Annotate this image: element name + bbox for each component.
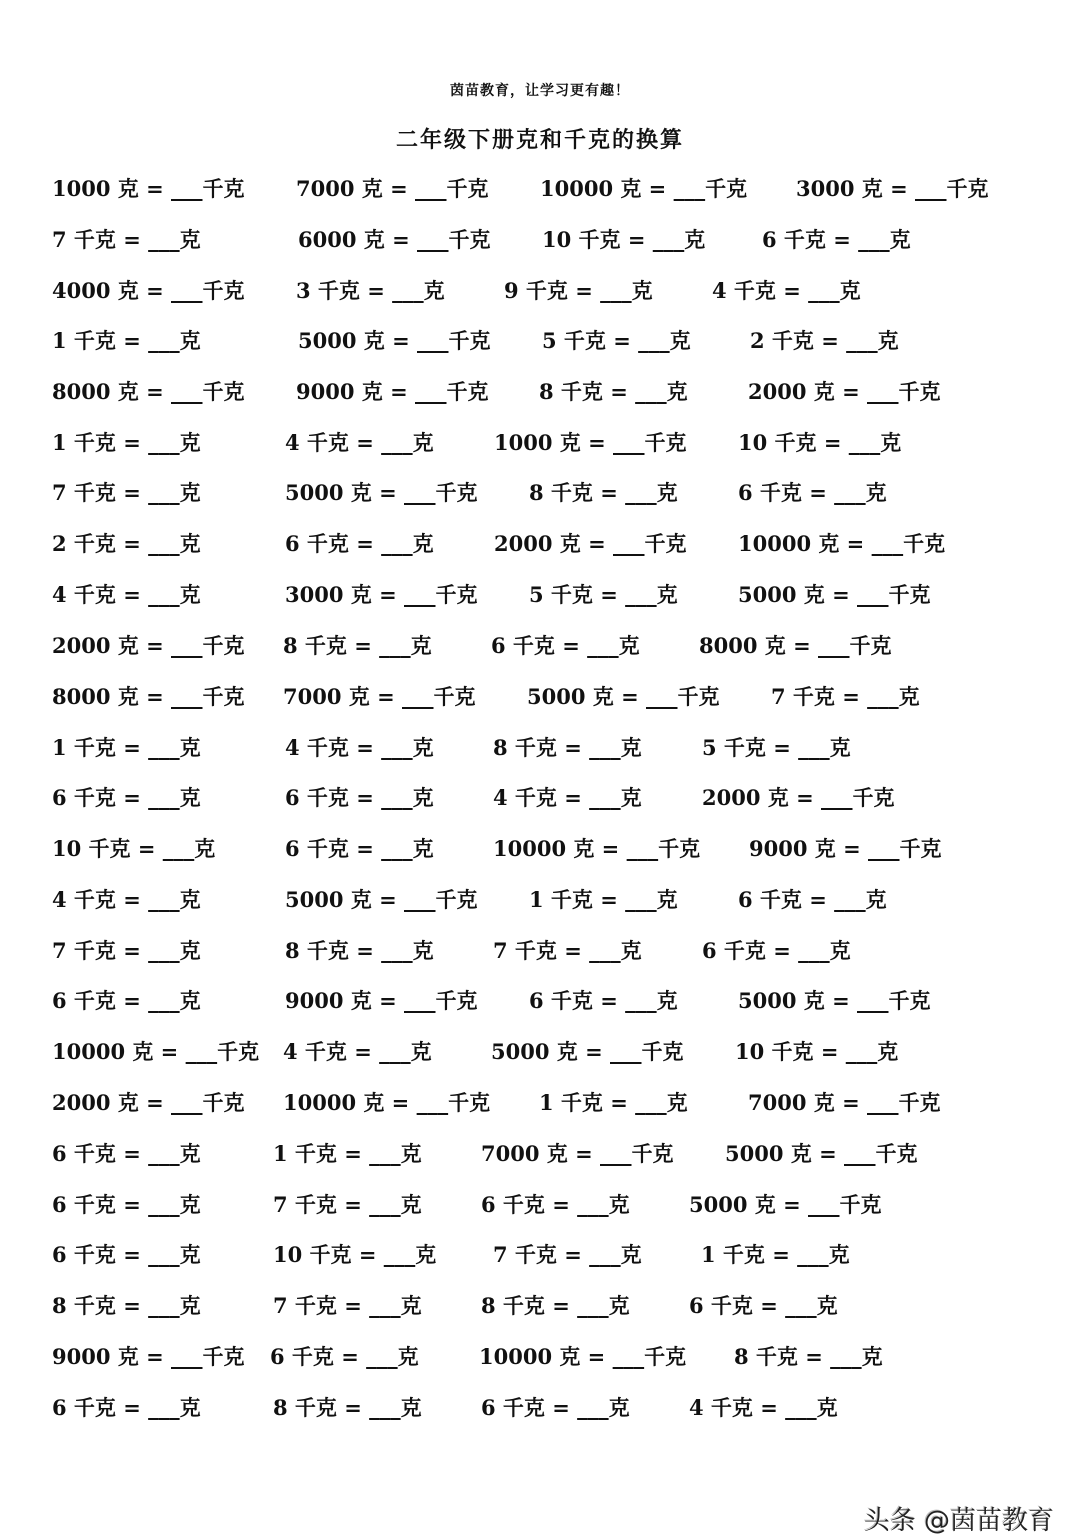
conversion-problem: 8 千克 = ___克 xyxy=(734,1344,883,1369)
conversion-problem: 5000 克 = ___千克 xyxy=(285,887,478,912)
problem-row xyxy=(0,1190,1080,1220)
problem-row xyxy=(0,529,1080,559)
conversion-problem: 7000 克 = ___千克 xyxy=(748,1090,941,1115)
conversion-problem: 2000 克 = ___千克 xyxy=(52,633,245,658)
conversion-problem: 5000 克 = ___千克 xyxy=(738,988,931,1013)
problem-row xyxy=(0,834,1080,864)
problem-row xyxy=(0,1291,1080,1321)
conversion-problem: 10000 克 = ___千克 xyxy=(52,1039,260,1064)
watermark: 头条 @茵苗教育 xyxy=(863,1506,1054,1536)
conversion-problem: 1000 克 = ___千克 xyxy=(494,430,687,455)
conversion-problem: 4000 克 = ___千克 xyxy=(52,278,245,303)
worksheet-title: 二年级下册克和千克的换算 xyxy=(395,127,684,153)
problem-row xyxy=(0,885,1080,915)
problem-row xyxy=(0,733,1080,763)
conversion-problem: 1 千克 = ___克 xyxy=(701,1242,850,1267)
conversion-problem: 8 千克 = ___克 xyxy=(529,480,678,505)
conversion-problem: 10000 克 = ___千克 xyxy=(738,531,946,556)
conversion-problem: 5 千克 = ___克 xyxy=(702,735,851,760)
conversion-problem: 6 千克 = ___克 xyxy=(285,531,434,556)
problem-row xyxy=(0,631,1080,661)
problem-row xyxy=(0,428,1080,458)
conversion-problem: 5 千克 = ___克 xyxy=(529,582,678,607)
problem-row xyxy=(0,225,1080,255)
conversion-problem: 5000 克 = ___千克 xyxy=(725,1141,918,1166)
conversion-problem: 10 千克 = ___克 xyxy=(735,1039,899,1064)
conversion-problem: 6 千克 = ___克 xyxy=(52,1242,201,1267)
slogan: 茵苗教育，让学习更有趣！ xyxy=(450,83,630,99)
conversion-problem: 9000 克 = ___千克 xyxy=(285,988,478,1013)
conversion-problem: 6 千克 = ___克 xyxy=(491,633,640,658)
conversion-problem: 8 千克 = ___克 xyxy=(52,1293,201,1318)
conversion-problem: 6 千克 = ___克 xyxy=(285,785,434,810)
conversion-problem: 1 千克 = ___克 xyxy=(52,328,201,353)
conversion-problem: 5000 克 = ___千克 xyxy=(298,328,491,353)
conversion-problem: 6 千克 = ___克 xyxy=(702,938,851,963)
conversion-problem: 2000 克 = ___千克 xyxy=(494,531,687,556)
conversion-problem: 6 千克 = ___克 xyxy=(762,227,911,252)
conversion-problem: 1 千克 = ___克 xyxy=(52,735,201,760)
conversion-problem: 4 千克 = ___克 xyxy=(689,1395,838,1420)
conversion-problem: 1 千克 = ___克 xyxy=(273,1141,422,1166)
conversion-problem: 5000 克 = ___千克 xyxy=(527,684,720,709)
conversion-problem: 8 千克 = ___克 xyxy=(481,1293,630,1318)
conversion-problem: 1 千克 = ___克 xyxy=(52,430,201,455)
conversion-problem: 5000 克 = ___千克 xyxy=(285,480,478,505)
conversion-problem: 5000 克 = ___千克 xyxy=(689,1192,882,1217)
conversion-problem: 2000 克 = ___千克 xyxy=(702,785,895,810)
conversion-problem: 4 千克 = ___克 xyxy=(52,582,201,607)
problem-row xyxy=(0,478,1080,508)
conversion-problem: 7000 克 = ___千克 xyxy=(283,684,476,709)
conversion-problem: 6 千克 = ___克 xyxy=(52,1141,201,1166)
problem-row xyxy=(0,276,1080,306)
conversion-problem: 8 千克 = ___克 xyxy=(493,735,642,760)
problem-row xyxy=(0,1088,1080,1118)
conversion-problem: 10000 克 = ___千克 xyxy=(479,1344,687,1369)
problem-row xyxy=(0,1139,1080,1169)
conversion-problem: 9000 克 = ___千克 xyxy=(749,836,942,861)
conversion-problem: 7 千克 = ___克 xyxy=(493,1242,642,1267)
conversion-problem: 6 千克 = ___克 xyxy=(52,1192,201,1217)
conversion-problem: 7 千克 = ___克 xyxy=(771,684,920,709)
conversion-problem: 6 千克 = ___克 xyxy=(52,785,201,810)
conversion-problem: 7000 克 = ___千克 xyxy=(481,1141,674,1166)
conversion-problem: 10 千克 = ___克 xyxy=(52,836,216,861)
conversion-problem: 6 千克 = ___克 xyxy=(738,480,887,505)
conversion-problem: 8000 克 = ___千克 xyxy=(699,633,892,658)
conversion-problem: 5 千克 = ___克 xyxy=(542,328,691,353)
conversion-problem: 7000 克 = ___千克 xyxy=(296,176,489,201)
conversion-problem: 7 千克 = ___克 xyxy=(52,480,201,505)
conversion-problem: 6 千克 = ___克 xyxy=(481,1192,630,1217)
conversion-problem: 2 千克 = ___克 xyxy=(750,328,899,353)
conversion-problem: 5000 克 = ___千克 xyxy=(491,1039,684,1064)
problem-row xyxy=(0,580,1080,610)
conversion-problem: 4 千克 = ___克 xyxy=(283,1039,432,1064)
conversion-problem: 10 千克 = ___克 xyxy=(273,1242,437,1267)
conversion-problem: 6 千克 = ___克 xyxy=(529,988,678,1013)
conversion-problem: 6 千克 = ___克 xyxy=(285,836,434,861)
problem-row xyxy=(0,682,1080,712)
conversion-problem: 2000 克 = ___千克 xyxy=(748,379,941,404)
conversion-problem: 3000 克 = ___千克 xyxy=(796,176,989,201)
conversion-problem: 6 千克 = ___克 xyxy=(270,1344,419,1369)
problem-row xyxy=(0,377,1080,407)
conversion-problem: 6 千克 = ___克 xyxy=(481,1395,630,1420)
conversion-problem: 7 千克 = ___克 xyxy=(52,227,201,252)
problem-row xyxy=(0,1037,1080,1067)
conversion-problem: 8000 克 = ___千克 xyxy=(52,379,245,404)
conversion-problem: 8 千克 = ___克 xyxy=(283,633,432,658)
conversion-problem: 10000 克 = ___千克 xyxy=(540,176,748,201)
conversion-problem: 10 千克 = ___克 xyxy=(738,430,902,455)
conversion-problem: 1000 克 = ___千克 xyxy=(52,176,245,201)
conversion-problem: 6000 克 = ___千克 xyxy=(298,227,491,252)
conversion-problem: 4 千克 = ___克 xyxy=(52,887,201,912)
problem-row xyxy=(0,1342,1080,1372)
problem-row xyxy=(0,783,1080,813)
conversion-problem: 9 千克 = ___克 xyxy=(504,278,653,303)
conversion-problem: 3 千克 = ___克 xyxy=(296,278,445,303)
conversion-problem: 6 千克 = ___克 xyxy=(689,1293,838,1318)
problem-row xyxy=(0,936,1080,966)
conversion-problem: 4 千克 = ___克 xyxy=(285,735,434,760)
conversion-problem: 10 千克 = ___克 xyxy=(542,227,706,252)
conversion-problem: 1 千克 = ___克 xyxy=(539,1090,688,1115)
conversion-problem: 7 千克 = ___克 xyxy=(273,1192,422,1217)
conversion-problem: 10000 克 = ___千克 xyxy=(493,836,701,861)
conversion-problem: 3000 克 = ___千克 xyxy=(285,582,478,607)
conversion-problem: 6 千克 = ___克 xyxy=(52,1395,201,1420)
problem-row xyxy=(0,326,1080,356)
conversion-problem: 8 千克 = ___克 xyxy=(273,1395,422,1420)
conversion-problem: 2 千克 = ___克 xyxy=(52,531,201,556)
problem-row xyxy=(0,986,1080,1016)
conversion-problem: 9000 克 = ___千克 xyxy=(296,379,489,404)
conversion-problem: 8000 克 = ___千克 xyxy=(52,684,245,709)
problem-row xyxy=(0,174,1080,204)
conversion-problem: 7 千克 = ___克 xyxy=(493,938,642,963)
conversion-problem: 7 千克 = ___克 xyxy=(273,1293,422,1318)
conversion-problem: 8 千克 = ___克 xyxy=(285,938,434,963)
conversion-problem: 6 千克 = ___克 xyxy=(738,887,887,912)
problem-row xyxy=(0,1393,1080,1423)
conversion-problem: 4 千克 = ___克 xyxy=(493,785,642,810)
conversion-problem: 5000 克 = ___千克 xyxy=(738,582,931,607)
conversion-problem: 10000 克 = ___千克 xyxy=(283,1090,491,1115)
conversion-problem: 1 千克 = ___克 xyxy=(529,887,678,912)
conversion-problem: 7 千克 = ___克 xyxy=(52,938,201,963)
problem-row xyxy=(0,1240,1080,1270)
conversion-problem: 4 千克 = ___克 xyxy=(712,278,861,303)
conversion-problem: 8 千克 = ___克 xyxy=(539,379,688,404)
conversion-problem: 9000 克 = ___千克 xyxy=(52,1344,245,1369)
conversion-problem: 4 千克 = ___克 xyxy=(285,430,434,455)
conversion-problem: 2000 克 = ___千克 xyxy=(52,1090,245,1115)
conversion-problem: 6 千克 = ___克 xyxy=(52,988,201,1013)
